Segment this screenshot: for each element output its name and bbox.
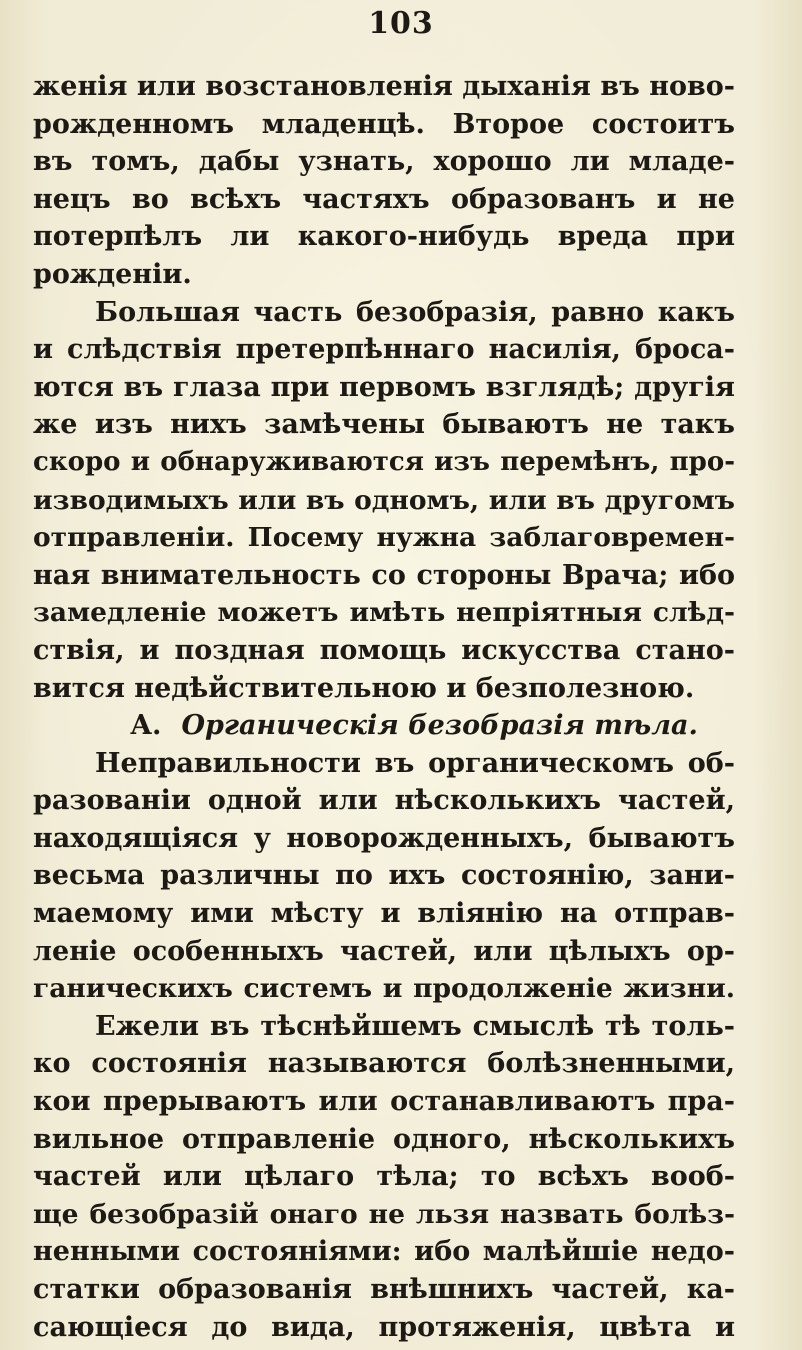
- text-line: находящіяся у новорожденныхъ, бываютъ: [33, 822, 735, 854]
- text-line: кои прерываютъ или останавливаютъ пра-: [33, 1086, 735, 1118]
- text-line: скоро и обнаруживаются изъ перемѣнъ, про-: [33, 446, 735, 477]
- paragraph-end-line: рожденіи.: [33, 258, 192, 290]
- text-line: въ томъ, дабы узнать, хорошо ли младе-: [33, 146, 735, 178]
- paragraph-end-line: вится недѣйствительною и безполезною.: [33, 672, 695, 704]
- text-line: ненными состояніями: ибо малѣйшіе недо-: [33, 1236, 735, 1268]
- section-heading-letter: А.: [130, 710, 162, 742]
- text-line: сающіеся до вида, протяженія, цвѣта и: [33, 1311, 735, 1343]
- text-line: же изъ нихъ замѣчены бываютъ не такъ: [33, 409, 735, 441]
- text-line: вильное отправленіе одного, нѣсколькихъ: [33, 1123, 735, 1155]
- page-number: 103: [368, 6, 434, 41]
- text-line: маемому ими мѣсту и вліянію на отправ-: [33, 898, 735, 930]
- paragraph-start-line: Большая часть безобразія, равно какъ: [95, 296, 735, 328]
- text-line: ко состоянія называются болѣзненными,: [33, 1048, 735, 1080]
- text-line: разованіи одной или нѣсколькихъ частей,: [33, 785, 735, 817]
- body-text: [33, 68, 735, 1346]
- paragraph-start-line: Неправильности въ органическомъ об-: [95, 747, 735, 779]
- text-line: ствія, и поздная помощь искусства стано-: [33, 634, 735, 666]
- text-line: нецъ во всѣхъ частяхъ образованъ и не: [33, 183, 735, 215]
- text-line: ются въ глаза при первомъ взглядѣ; другія: [33, 371, 735, 403]
- text-line: весьма различны по ихъ состоянію, зани-: [33, 860, 735, 892]
- text-line: отправленіи. Посему нужна заблаговремен-: [33, 522, 735, 554]
- text-line: ганическихъ системъ и продолженіе жизни.: [33, 973, 735, 1005]
- text-line: и слѣдствія претерпѣннаго насилія, броса-: [33, 334, 735, 366]
- text-line: статки образованія внѣшнихъ частей, ка-: [33, 1274, 735, 1305]
- section-heading-title: Органическія безобразія тѣла.: [181, 710, 698, 742]
- text-line: ная внимательность со стороны Врача; ибо: [33, 559, 735, 591]
- text-line: частей или цѣлаго тѣла; то всѣхъ вооб-: [33, 1161, 735, 1193]
- text-line: потерпѣлъ ли какого-нибудь вреда при: [33, 221, 735, 253]
- text-line: рожденномъ младенцѣ. Второе состоитъ: [33, 108, 735, 140]
- section-heading: [33, 707, 735, 745]
- text-line: женія или возстановленія дыханія въ ново-: [33, 71, 735, 102]
- text-line: ще безобразій онаго не льзя назвать болѣз-: [33, 1198, 735, 1230]
- text-line: леніе особенныхъ частей, или цѣлыхъ ор-: [33, 935, 735, 967]
- text-line: замедленіе можетъ имѣть непріятныя слѣд-: [33, 597, 735, 629]
- text-line: изводимыхъ или въ одномъ, или въ другомъ: [33, 484, 735, 516]
- paragraph-start-line: Ежели въ тѣснѣйшемъ смыслѣ тѣ толь-: [95, 1010, 735, 1042]
